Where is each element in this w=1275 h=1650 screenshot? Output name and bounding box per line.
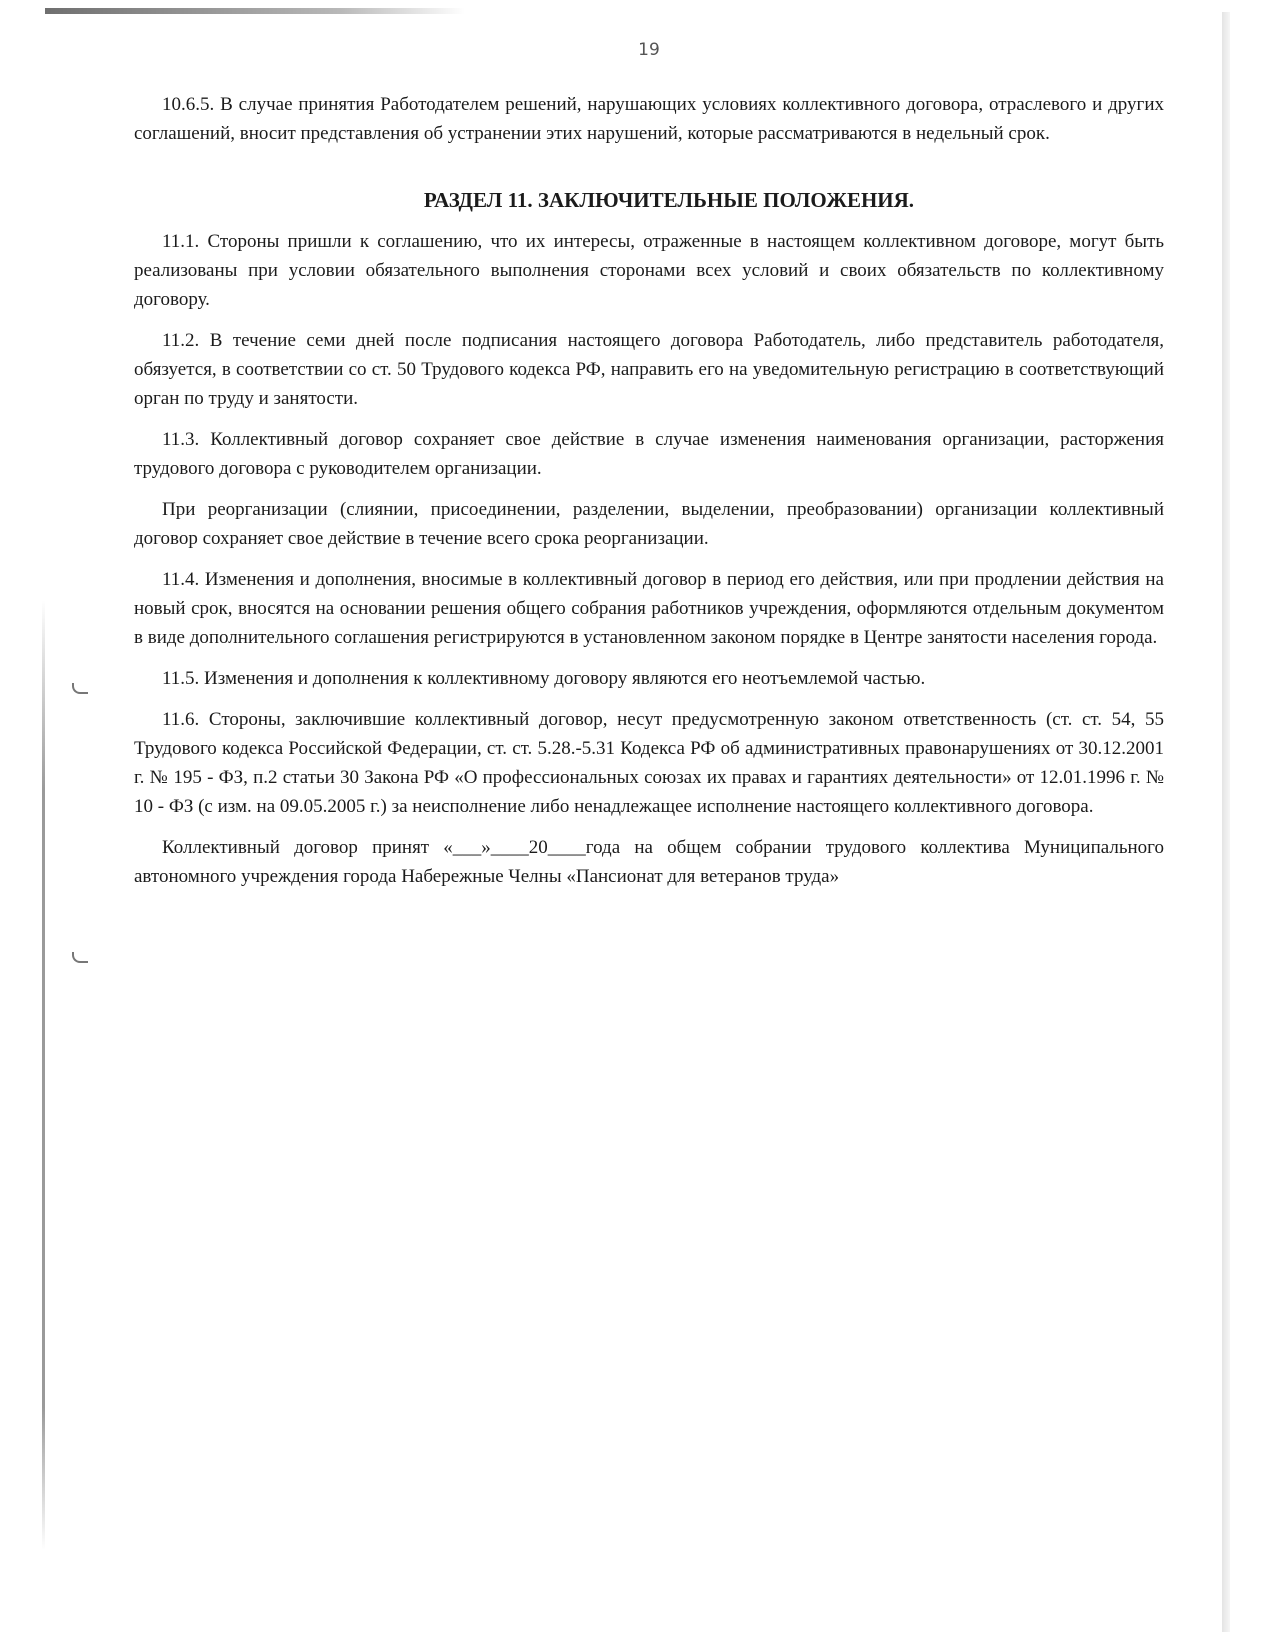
paragraph-11-1: 11.1. Стороны пришли к соглашению, что их интересы, отраженные в настоящем коллективном договоре, могут быть реализованы при условии обязательного выполнения сторонами всех условий и своих обязательств по коллективному договору. [134,231,1164,310]
binding-hole-mark [72,952,88,963]
document-page [134,40,1164,903]
scan-right-edge [1222,12,1230,1632]
binding-hole-mark [72,683,88,694]
paragraph-11-6: 11.6. Стороны, заключившие коллективный договор, несут предусмотренную законом ответственность (ст. ст. 54, 55 Трудового кодекса Российской Федерации, ст. ст. 5.28.-5.31 Кодекса РФ об административных правонарушениях от 30.12.2001 г. № 195 - ФЗ, п.2 статьи 30 Закона РФ «О профессиональных союзах их правах и гарантиях деятельности» от 12.01.1996 г. № 10 - ФЗ (с изм. на 09.05.2005 г.) за неисполнение либо ненадлежащее исполнение настоящего коллективного договора. [134,709,1164,817]
section-heading: РАЗДЕЛ 11. ЗАКЛЮЧИТЕЛЬНЫЕ ПОЛОЖЕНИЯ. [423,188,915,212]
paragraph-11-3: 11.3. Коллективный договор сохраняет свое действие в случае изменения наименования организации, расторжения трудового договора с руководителем организации. [134,429,1164,479]
paragraph-11-2: 11.2. В течение семи дней после подписания настоящего договора Работодатель, либо представитель работодателя, обязуется, в соответствии со ст. 50 Трудового кодекса РФ, направить его на уведомительную регистрацию в соответствующий орган по труду и занятости. [134,330,1164,409]
scan-top-edge [45,8,465,14]
paragraph-11-4: 11.4. Изменения и дополнения, вносимые в коллективный договор в период его действия, или при продлении действия на новый срок, вносятся на основании решения общего собрания работников учреждения, оформляются отдельным документом в виде дополнительного соглашения регистрируются в установленном законом порядке в Центре занятости населения города. [134,569,1164,648]
paragraph-reorganization: При реорганизации (слиянии, присоединении, разделении, выделении, преобразовании) организации коллективный договор сохраняет свое действие в течение всего срока реорганизации. [134,499,1164,549]
paragraph-10-6-5: 10.6.5. В случае принятия Работодателем решений, нарушающих условиях коллективного договора, отраслевого и других соглашений, вносит представления об устранении этих нарушений, которые рассматриваются в недельный срок. [134,94,1164,144]
page-number: 19 [638,40,660,60]
paragraph-adoption: Коллективный договор принят «___»____20____года на общем собрании трудового коллектива Муниципального автономного учреждения города Набережные Челны «Пансионат для ветеранов труда» [134,837,1164,887]
scan-left-edge [42,600,45,1550]
paragraph-11-5: 11.5. Изменения и дополнения к коллективному договору являются его неотъемлемой частью. [162,668,926,689]
